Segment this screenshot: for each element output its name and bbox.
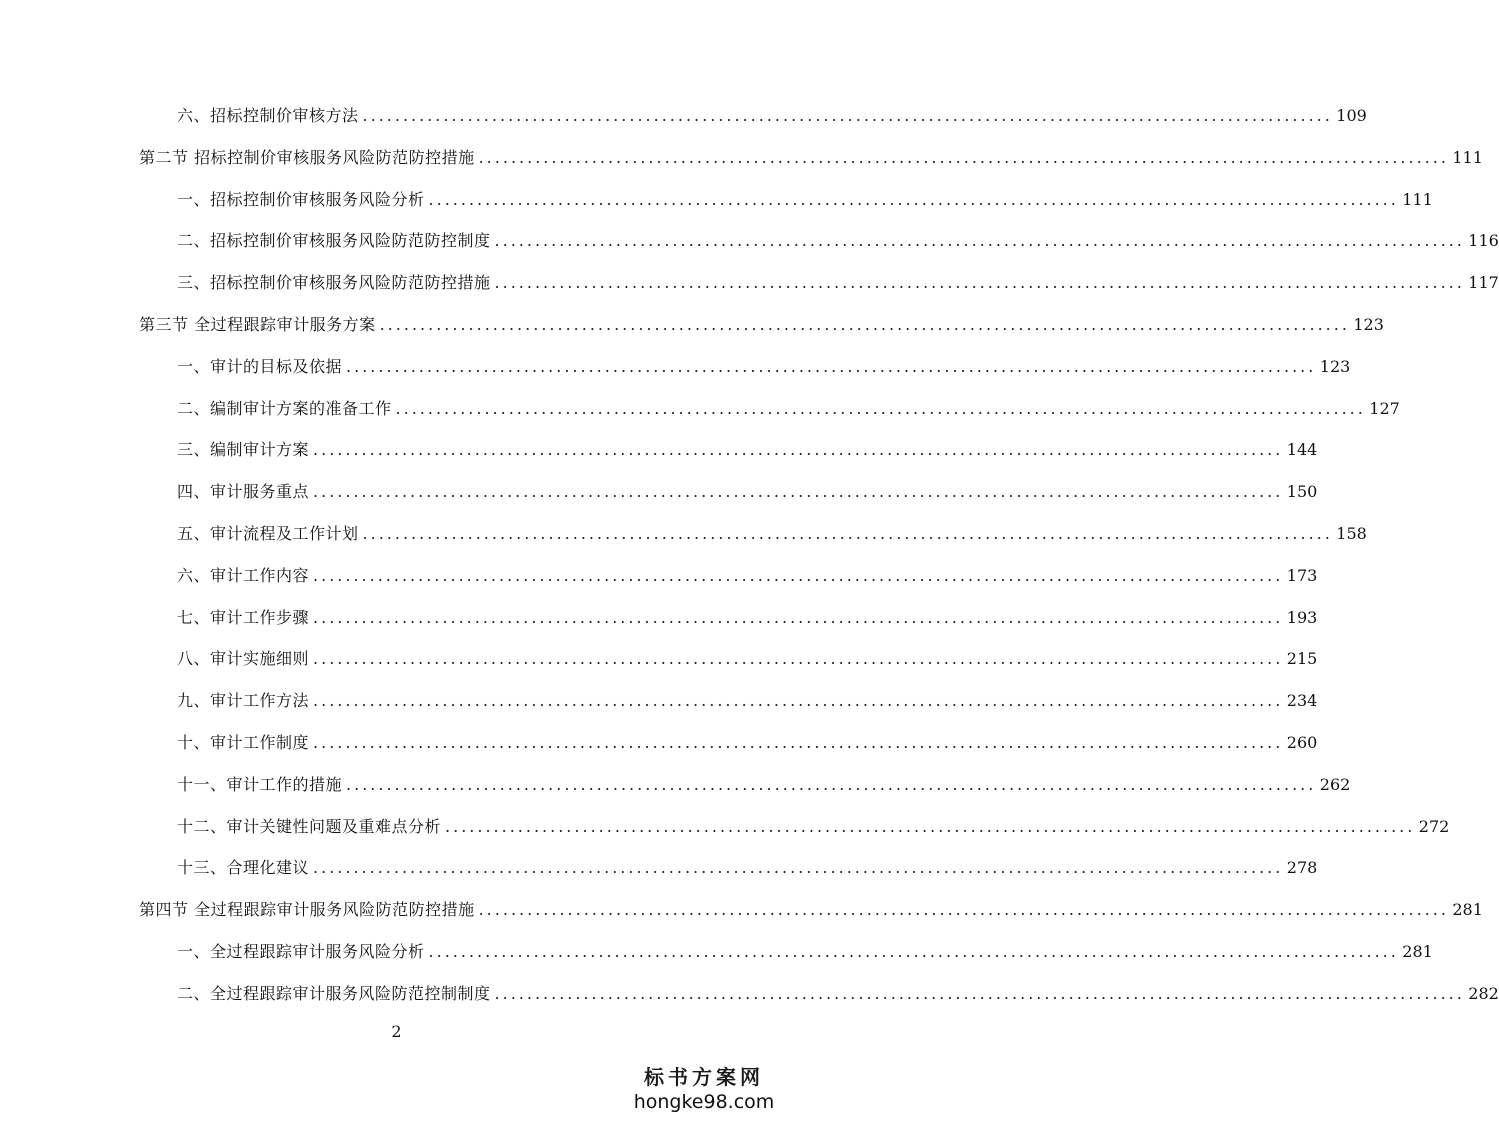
toc-dot-leader: ........................................................................................................................: [379, 315, 1350, 334]
toc-entry-page: 109: [1336, 106, 1367, 125]
toc-entry-title: 第四节 全过程跟踪审计服务风险防范防控措施: [139, 900, 475, 920]
toc-dot-leader: ........................................................................................................................: [478, 147, 1449, 167]
toc-entry[interactable]: [177, 807, 1450, 847]
toc-entry-page: 116: [1468, 231, 1499, 251]
toc-entry[interactable]: [177, 389, 1400, 429]
toc-entry-page: 111: [1402, 189, 1433, 209]
toc-dot-leader: ........................................................................................................................: [362, 106, 1333, 125]
toc-entry-title: 一、审计的目标及依据: [177, 356, 343, 376]
toc-entry-page: 123: [1353, 315, 1384, 334]
toc-entry-page: 193: [1286, 607, 1318, 627]
watermark-url: hongke98.com: [633, 1091, 775, 1113]
toc-entry-title: 八、审计实施细则: [177, 649, 310, 669]
toc-entry[interactable]: [139, 305, 1384, 345]
toc-dot-leader: ........................................................................................................................: [494, 983, 1465, 1003]
toc-entry-title: 二、招标控制价审核服务风险防范防控制度: [177, 231, 491, 251]
toc-entry-page: 127: [1369, 398, 1400, 418]
toc-dot-leader: ........................................................................................................................: [313, 482, 1284, 502]
toc-entry[interactable]: [177, 723, 1318, 763]
toc-entry[interactable]: [177, 472, 1318, 512]
toc-entry-page: 282: [1468, 983, 1499, 1003]
toc-dot-leader: ........................................................................................................................: [362, 524, 1333, 543]
toc-entry[interactable]: [139, 890, 1483, 930]
toc-entry-title: 五、审计流程及工作计划: [177, 524, 359, 543]
toc-entry-page: 272: [1418, 816, 1450, 836]
toc-entry-title: 十一、审计工作的措施: [177, 774, 343, 794]
watermark: [629, 1064, 779, 1114]
toc-dot-leader: ........................................................................................................................: [313, 440, 1284, 460]
toc-entry-page: 158: [1336, 524, 1367, 543]
toc-entry-title: 四、审计服务重点: [177, 482, 310, 502]
toc-entry-page: 281: [1402, 942, 1433, 961]
toc-entry-title: 二、编制审计方案的准备工作: [177, 398, 392, 418]
toc-dot-leader: ........................................................................................................................: [313, 691, 1284, 711]
toc-entry[interactable]: [177, 96, 1367, 136]
toc-dot-leader: ........................................................................................................................: [428, 942, 1399, 961]
toc-dot-leader: ........................................................................................................................: [313, 649, 1284, 669]
toc-entry[interactable]: [177, 598, 1318, 638]
toc-dot-leader: ........................................................................................................................: [313, 733, 1284, 752]
toc-entry-title: 六、招标控制价审核方法: [177, 106, 359, 125]
toc-entry[interactable]: [177, 681, 1318, 721]
toc-dot-leader: ........................................................................................................................: [494, 273, 1465, 293]
toc-entry[interactable]: [177, 430, 1318, 470]
toc-entry[interactable]: [177, 514, 1367, 554]
toc-entry[interactable]: [177, 932, 1433, 972]
toc-entry-title: 七、审计工作步骤: [177, 607, 310, 627]
toc-entry-title: 第三节 全过程跟踪审计服务方案: [139, 315, 376, 334]
toc-dot-leader: ........................................................................................................................: [313, 858, 1284, 878]
toc-dot-leader: ........................................................................................................................: [313, 565, 1284, 585]
toc-entry-title: 三、招标控制价审核服务风险防范防控措施: [177, 273, 491, 293]
toc-dot-leader: ........................................................................................................................: [346, 774, 1317, 794]
toc-entry-page: 111: [1452, 147, 1483, 167]
toc-entry[interactable]: [177, 263, 1499, 303]
toc-dot-leader: ........................................................................................................................: [346, 356, 1317, 376]
toc-entry-title: 二、全过程跟踪审计服务风险防范控制制度: [177, 983, 491, 1003]
toc-entry-page: 150: [1286, 482, 1318, 502]
toc-entry-title: 一、全过程跟踪审计服务风险分析: [177, 942, 425, 961]
toc-entry[interactable]: [177, 765, 1351, 805]
toc-dot-leader: ........................................................................................................................: [313, 607, 1284, 627]
toc-entry-page: 117: [1468, 273, 1499, 293]
toc-entry-title: 十二、审计关键性问题及重难点分析: [177, 816, 442, 836]
toc-entry-page: 144: [1286, 440, 1318, 460]
toc-entry[interactable]: [139, 138, 1483, 178]
toc-dot-leader: ........................................................................................................................: [445, 816, 1416, 836]
toc-entry-title: 九、审计工作方法: [177, 691, 310, 711]
toc-entry[interactable]: [177, 221, 1499, 261]
toc-entry-page: 123: [1319, 356, 1351, 376]
toc-entry[interactable]: [177, 347, 1351, 387]
page-number: 2: [391, 1022, 402, 1041]
toc-entry-page: 278: [1286, 858, 1318, 878]
toc-entry[interactable]: [177, 848, 1318, 888]
toc-dot-leader: ........................................................................................................................: [428, 189, 1399, 209]
toc-entry[interactable]: [177, 556, 1318, 596]
toc-entry-title: 十三、合理化建议: [177, 858, 310, 878]
toc-dot-leader: ........................................................................................................................: [395, 398, 1366, 418]
toc-dot-leader: ........................................................................................................................: [478, 900, 1449, 920]
toc-entry-title: 三、编制审计方案: [177, 440, 310, 460]
toc-entry-page: 173: [1286, 565, 1318, 585]
toc-entry[interactable]: [177, 180, 1433, 220]
toc-entry-page: 215: [1286, 649, 1318, 669]
toc-entry-title: 十、审计工作制度: [177, 733, 310, 752]
toc-entry-page: 260: [1286, 733, 1318, 752]
toc-entry-page: 262: [1319, 774, 1351, 794]
toc-entry[interactable]: [177, 974, 1499, 1014]
toc-entry-title: 第二节 招标控制价审核服务风险防范防控措施: [139, 147, 475, 167]
toc-entry-page: 281: [1452, 900, 1483, 920]
toc-entry-title: 一、招标控制价审核服务风险分析: [177, 189, 425, 209]
toc-entry-title: 六、审计工作内容: [177, 565, 310, 585]
watermark-name: 标书方案网: [644, 1065, 764, 1089]
toc-entry[interactable]: [177, 639, 1318, 679]
toc-dot-leader: ........................................................................................................................: [494, 231, 1465, 251]
toc-entry-page: 234: [1286, 691, 1318, 711]
